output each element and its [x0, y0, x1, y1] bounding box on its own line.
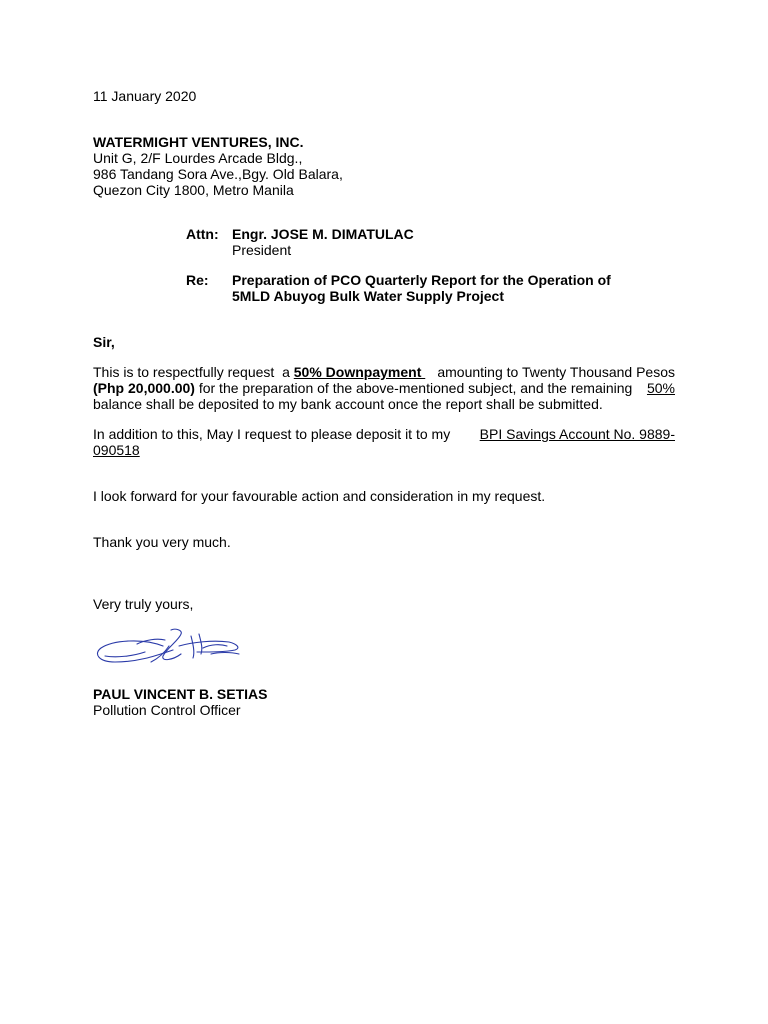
- signatory-block: [93, 686, 675, 718]
- paragraph-bank-account: [93, 426, 675, 458]
- recipient-block: [93, 134, 675, 198]
- attn-label: Attn:: [186, 226, 219, 242]
- paragraph-line: [93, 364, 675, 380]
- paragraph-text: This is to respectfully request a: [93, 364, 294, 380]
- salutation: Sir,: [93, 334, 115, 350]
- re-subject-line: Preparation of PCO Quarterly Report for the Operation of: [232, 272, 611, 288]
- recipient-address-line: 986 Tandang Sora Ave.,Bgy. Old Balara,: [93, 166, 343, 182]
- signatory-name: PAUL VINCENT B. SETIAS: [93, 686, 268, 702]
- bank-account-text: BPI Savings Account No. 9889-: [479, 426, 675, 442]
- paragraph-text: amounting to Twenty Thousand Pesos: [437, 364, 675, 380]
- paragraph-text: for the preparation of the above-mentioned subject, and the remaining: [194, 380, 637, 396]
- attn-title: President: [232, 242, 292, 258]
- signature-image: [93, 626, 245, 670]
- paragraph-line: [93, 380, 675, 396]
- re-subject-line: 5MLD Abuyog Bulk Water Supply Project: [232, 288, 504, 304]
- signatory-title: Pollution Control Officer: [93, 702, 241, 718]
- paragraph-request: I look forward for your favourable action and consideration in my request.: [93, 488, 546, 504]
- recipient-company: WATERMIGHT VENTURES, INC.: [93, 134, 304, 150]
- paragraph-text: In addition to this, May I request to please deposit it to my: [93, 426, 451, 442]
- recipient-address-line: Quezon City 1800, Metro Manila: [93, 182, 294, 198]
- paragraph-thanks: Thank you very much.: [93, 534, 231, 550]
- recipient-address-line: Unit G, 2/F Lourdes Arcade Bldg.,: [93, 150, 303, 166]
- attn-name: Engr. JOSE M. DIMATULAC: [232, 226, 414, 242]
- paragraph-downpayment: [93, 364, 675, 412]
- paragraph-text: balance shall be deposited to my bank account once the report shall be submitted.: [93, 396, 603, 412]
- closing: Very truly yours,: [93, 596, 194, 612]
- re-label: Re:: [186, 272, 209, 288]
- bank-account-text: 090518: [93, 442, 140, 458]
- letter-date: 11 January 2020: [93, 88, 197, 104]
- remaining-percent: 50%: [646, 380, 675, 396]
- downpayment-emphasis: 50% Downpayment: [293, 364, 426, 380]
- paragraph-line: [93, 426, 675, 442]
- amount-emphasis: (Php 20,000.00): [93, 380, 195, 396]
